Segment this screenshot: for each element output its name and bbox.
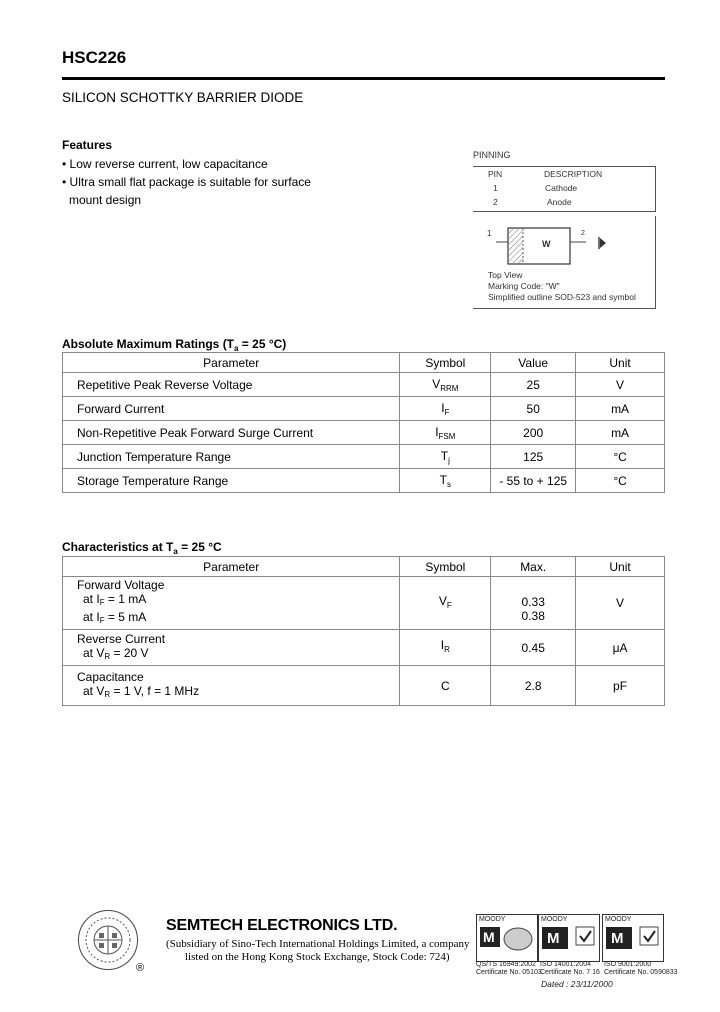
svg-text:M: M [483, 929, 495, 945]
table-row [63, 373, 665, 397]
pin2-label: 2 [581, 230, 585, 237]
pin-number: 1 [493, 183, 498, 193]
pin-header: PIN [488, 169, 503, 179]
unit-cell: °C [576, 445, 665, 469]
feature-item: • Ultra small flat package is suitable for surface [62, 175, 311, 189]
svg-text:M: M [611, 930, 624, 947]
max-cell: 0.33 0.38 [491, 577, 576, 630]
symbol-cell: $T_s$ [400, 469, 491, 493]
document-subtitle: SILICON SCHOTTKY BARRIER DIODE [62, 90, 304, 105]
outline-note: Marking Code: "W" [488, 281, 560, 291]
moody-logo-icon [478, 925, 536, 959]
cert-number: Certificate No. 05103 [476, 969, 542, 976]
package-outline-diagram [480, 222, 640, 270]
param-cell: Storage Temperature Range [63, 469, 400, 493]
column-header: Symbol [400, 353, 491, 373]
company-listing-line: listed on the Hong Kong Stock Exchange, Stock Code: 724) [185, 951, 450, 963]
unit-cell: V [576, 373, 665, 397]
param-cell: Reverse Current at VR = 20 V [63, 630, 400, 666]
company-subsidiary-line: (Subsidiary of Sino-Tech International Holdings Limited, a company [166, 938, 470, 950]
moody-logo-icon [540, 925, 598, 959]
pin-number: 2 [493, 197, 498, 207]
param-cell: Non-Repetitive Peak Forward Surge Current [63, 421, 400, 445]
certification-badge: MOODY M [538, 914, 600, 962]
pinning-title: PINNING [473, 150, 511, 160]
value-cell: 200 [491, 421, 576, 445]
column-header: Value [491, 353, 576, 373]
max-cell: 2.8 [491, 666, 576, 706]
unit-cell: V [576, 577, 665, 630]
value-cell: 25 [491, 373, 576, 397]
param-cell: Forward Voltage at IF = 1 mA at IF = 5 mA [63, 577, 400, 630]
column-header: Unit [576, 353, 665, 373]
cert-standard: ISO 14001:2004 [540, 961, 591, 968]
symbol-cell: $I_R$ [400, 630, 491, 666]
table-header-row [63, 557, 665, 577]
symbol-cell: $T_j$ [400, 445, 491, 469]
unit-cell: mA [576, 397, 665, 421]
dated-label: Dated : 23/11/2000 [541, 979, 613, 989]
param-cell: Repetitive Peak Reverse Voltage [63, 373, 400, 397]
marking-code-label: W [542, 239, 551, 249]
symbol-cell: C [400, 666, 491, 706]
column-header: Symbol [400, 557, 491, 577]
unit-cell: °C [576, 469, 665, 493]
outline-note: Simplified outline SOD-523 and symbol [488, 292, 636, 302]
certification-badge: MOODY M [602, 914, 664, 962]
cert-standard: QS/TS 16949:2002 [476, 961, 536, 968]
symbol-cell: $V_F$ [400, 577, 491, 630]
table-row [63, 666, 665, 706]
symbol-cell: $I_{FSM}$ [400, 421, 491, 445]
value-cell: - 55 to + 125 [491, 469, 576, 493]
pin1-label: 1 [487, 229, 492, 238]
value-cell: 50 [491, 397, 576, 421]
column-header: Max. [491, 557, 576, 577]
features-heading: Features [62, 138, 113, 152]
globe-logo-icon [79, 911, 137, 969]
param-cell: Capacitance at VR = 1 V, f = 1 MHz [63, 666, 400, 706]
column-header: Parameter [63, 557, 400, 577]
abs-max-heading: Absolute Maximum Ratings ($T_a = 25$ °C) [62, 337, 287, 353]
cert-standard: ISO 9001:2000 [604, 961, 652, 968]
characteristics-table [62, 556, 665, 706]
param-cell: Forward Current [63, 397, 400, 421]
table-row [63, 445, 665, 469]
svg-text:M: M [547, 930, 560, 947]
param-cell: Junction Temperature Range [63, 445, 400, 469]
feature-item-continued: mount design [69, 193, 142, 207]
pin-description: Anode [547, 197, 572, 207]
diode-symbol-icon [599, 237, 606, 249]
cert-number: Certificate No. 0590833 [604, 969, 678, 976]
unit-cell: pF [576, 666, 665, 706]
registered-mark: ® [136, 962, 145, 974]
symbol-cell: $V_{RRM}$ [400, 373, 491, 397]
characteristics-heading: Characteristics at $T_a = 25$ °C [62, 540, 222, 556]
company-logo [78, 910, 138, 970]
description-header: DESCRIPTION [544, 169, 603, 179]
header-rule [62, 77, 665, 80]
abs-max-table [62, 352, 665, 493]
column-header: Unit [576, 557, 665, 577]
table-row [63, 397, 665, 421]
moody-logo-icon [604, 925, 662, 959]
table-header-row [63, 353, 665, 373]
outline-note: Top View [488, 270, 523, 280]
table-row [63, 577, 665, 630]
unit-cell: μA [576, 630, 665, 666]
table-row [63, 630, 665, 666]
part-number: HSC226 [62, 48, 127, 67]
company-name: SEMTECH ELECTRONICS LTD. [166, 917, 398, 934]
feature-item: • Low reverse current, low capacitance [62, 157, 268, 171]
cert-number: Certificate No. 7 16 [540, 969, 600, 976]
column-header: Parameter [63, 353, 400, 373]
unit-cell: mA [576, 421, 665, 445]
certification-badge: MOODY M [476, 914, 538, 962]
symbol-cell: $I_F$ [400, 397, 491, 421]
value-cell: 125 [491, 445, 576, 469]
table-row [63, 421, 665, 445]
max-cell: 0.45 [491, 630, 576, 666]
pin-description: Cathode [545, 183, 578, 193]
table-row [63, 469, 665, 493]
